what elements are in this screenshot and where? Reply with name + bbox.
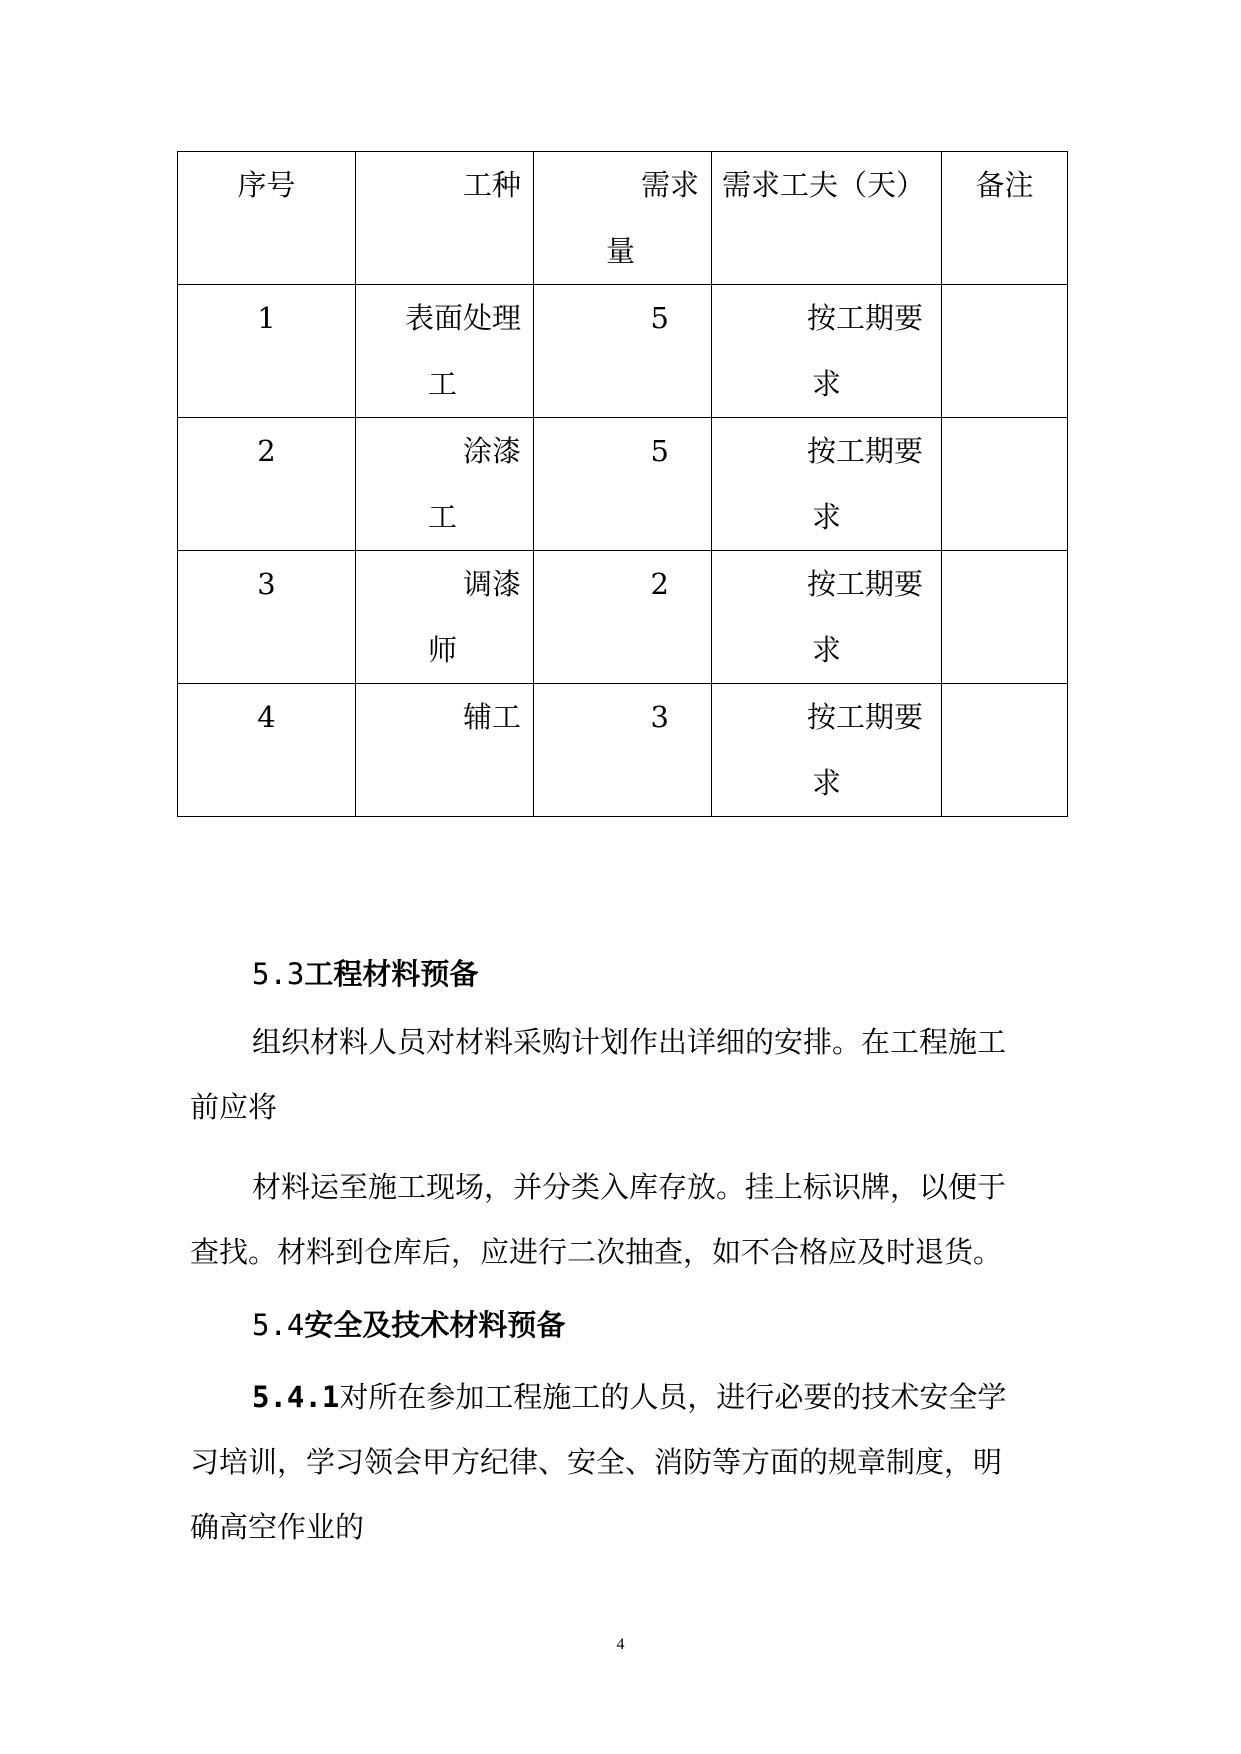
section-number: 5.4 [252, 1308, 305, 1342]
section-5-3-heading [190, 942, 1122, 1007]
paragraph-line: 前应将 [190, 1090, 278, 1124]
labor-requirement-table [177, 151, 1068, 817]
header-trade: 工种 [356, 152, 534, 285]
paragraph [190, 1010, 1060, 1140]
cell-trade: 表面处理 工 [356, 285, 534, 418]
subsection-number: 5.4.1 [252, 1380, 340, 1414]
table-row [178, 551, 1068, 684]
table-row [178, 418, 1068, 551]
header-seq: 序号 [178, 152, 356, 285]
section-title: 安全及技术材料预备 [304, 1308, 566, 1342]
paragraph-text: 对所在参加工程施工的人员，进行必要的技术安全学 [339, 1380, 1007, 1414]
table-row [178, 285, 1068, 418]
section-title: 工程材料预备 [304, 957, 479, 991]
cell-seq: 2 [178, 418, 356, 551]
cell-trade: 辅工 [356, 684, 534, 817]
section-number: 5.3 [252, 957, 305, 991]
cell-seq: 4 [178, 684, 356, 817]
header-qty: 需求 量 [534, 152, 712, 285]
paragraph-line: 查找。材料到仓库后，应进行二次抽查，如不合格应及时退货。 [190, 1235, 1003, 1269]
cell-qty: 3 [534, 684, 712, 817]
page-number: 4 [616, 1636, 625, 1653]
cell-duration: 按工期要 求 [712, 418, 942, 551]
cell-remarks [942, 418, 1068, 551]
cell-duration: 按工期要 求 [712, 551, 942, 684]
section-5-4-heading [190, 1293, 1122, 1358]
cell-seq: 1 [178, 285, 356, 418]
cell-duration: 按工期要 求 [712, 285, 942, 418]
cell-qty: 5 [534, 285, 712, 418]
paragraph-line: 习培训，学习领会甲方纪律、安全、消防等方面的规章制度，明 [190, 1445, 1003, 1479]
paragraph-line: 组织材料人员对材料采购计划作出详细的安排。在工程施工 [252, 1025, 1007, 1059]
table-row [178, 684, 1068, 817]
paragraph-line: 材料运至施工现场，并分类入库存放。挂上标识牌，以便于 [252, 1170, 1007, 1204]
paragraph [190, 1155, 1060, 1285]
cell-remarks [942, 285, 1068, 418]
cell-seq: 3 [178, 551, 356, 684]
paragraph-line [190, 1365, 1060, 1430]
cell-remarks [942, 551, 1068, 684]
cell-remarks [942, 684, 1068, 817]
header-duration: 需求工夫（天） [712, 152, 942, 285]
paragraph-line: 确高空作业的 [190, 1510, 365, 1544]
cell-qty: 2 [534, 551, 712, 684]
cell-trade: 调漆 师 [356, 551, 534, 684]
cell-trade: 涂漆 工 [356, 418, 534, 551]
header-remarks: 备注 [942, 152, 1068, 285]
cell-duration: 按工期要 求 [712, 684, 942, 817]
table-header-row [178, 152, 1068, 285]
paragraph [190, 1365, 1060, 1560]
cell-qty: 5 [534, 418, 712, 551]
